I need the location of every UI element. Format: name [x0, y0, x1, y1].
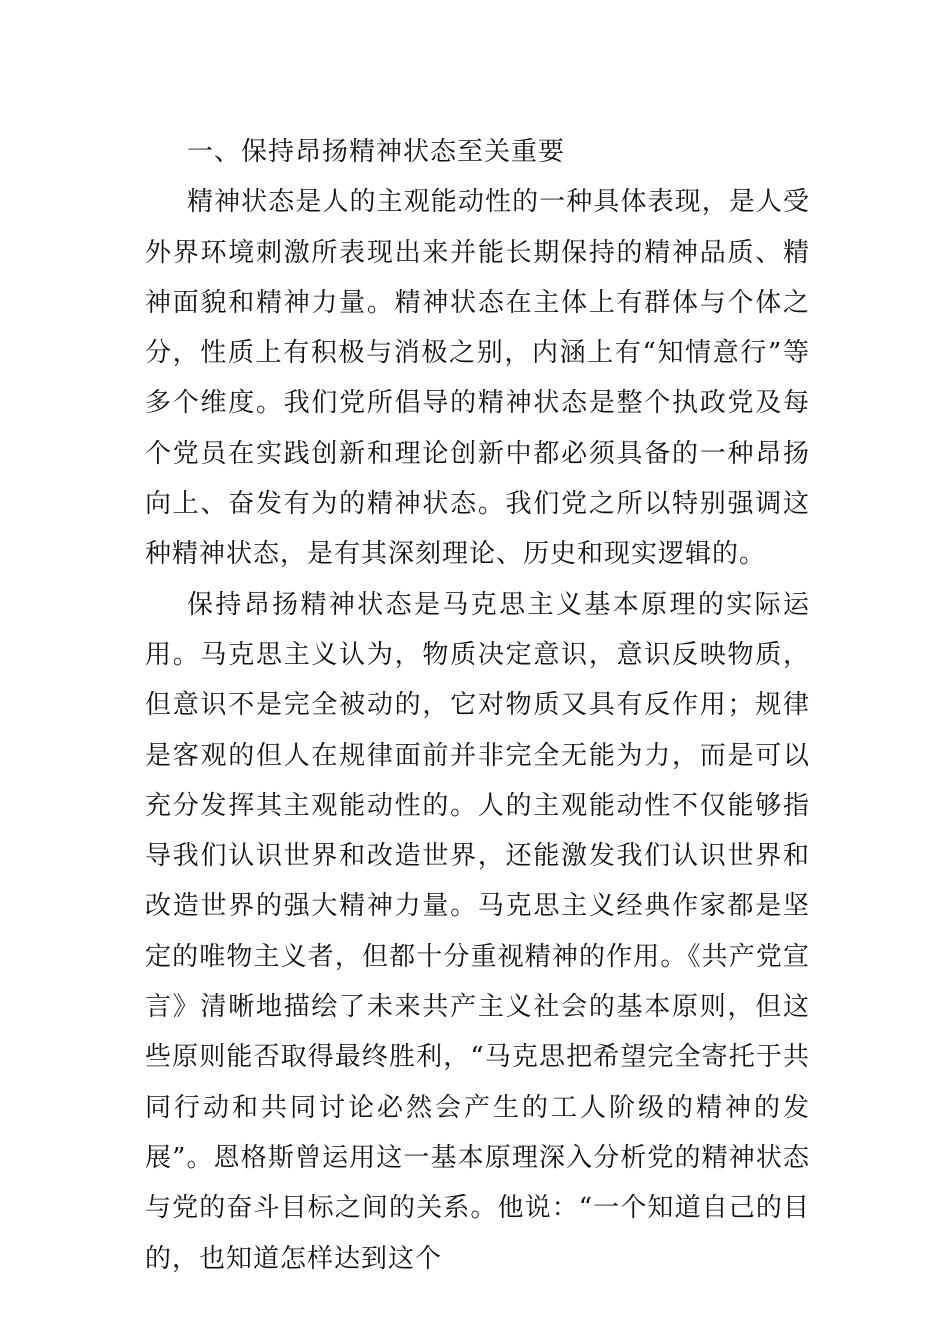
section-heading: 一、保持昂扬精神状态至关重要 [187, 137, 566, 167]
paragraph-spiritual-state: 精神状态是人的主观能动性的一种具体表现，是人受外界环境刺激所表现出来并能长期保持的精神品质、精神面貌和精神力量。精神状态在主体上有群体与个体之分，性质上有积极与消极之别，内涵上有“知情意行”等多个维度。我们党所倡导的精神状态是整个执政党及每个党员在实践创新和理论创新中都必须具备的一种昂扬向上、奋发有为的精神状态。我们党之所以特别强调这种精神状态，是有其深刻理论、历史和现实逻辑的。 [145, 187, 810, 570]
paragraph-marxism-principle: 保持昂扬精神状态是马克思主义基本原理的实际运用。马克思主义认为，物质决定意识，意识反映物质，但意识不是完全被动的，它对物质又具有反作用；规律是客观的但人在规律面前并非完全无能为力，而是可以充分发挥其主观能动性的。人的主观能动性不仅能够指导我们认识世界和改造世界，还能激发我们认识世界和改造世界的强大精神力量。马克思主义经典作家都是坚定的唯物主义者，但都十分重视精神的作用。《共产党宣言》清晰地描绘了未来共产主义社会的基本原则，但这些原则能否取得最终胜利，“马克思把希望完全寄托于共同行动和共同讨论必然会产生的工人阶级的精神的发展”。恩格斯曾运用这一基本原理深入分析党的精神状态与党的奋斗目标之间的关系。他说：“一个知道自己的目的，也知道怎样达到这个 [145, 589, 810, 1274]
document-page [145, 127, 810, 1284]
